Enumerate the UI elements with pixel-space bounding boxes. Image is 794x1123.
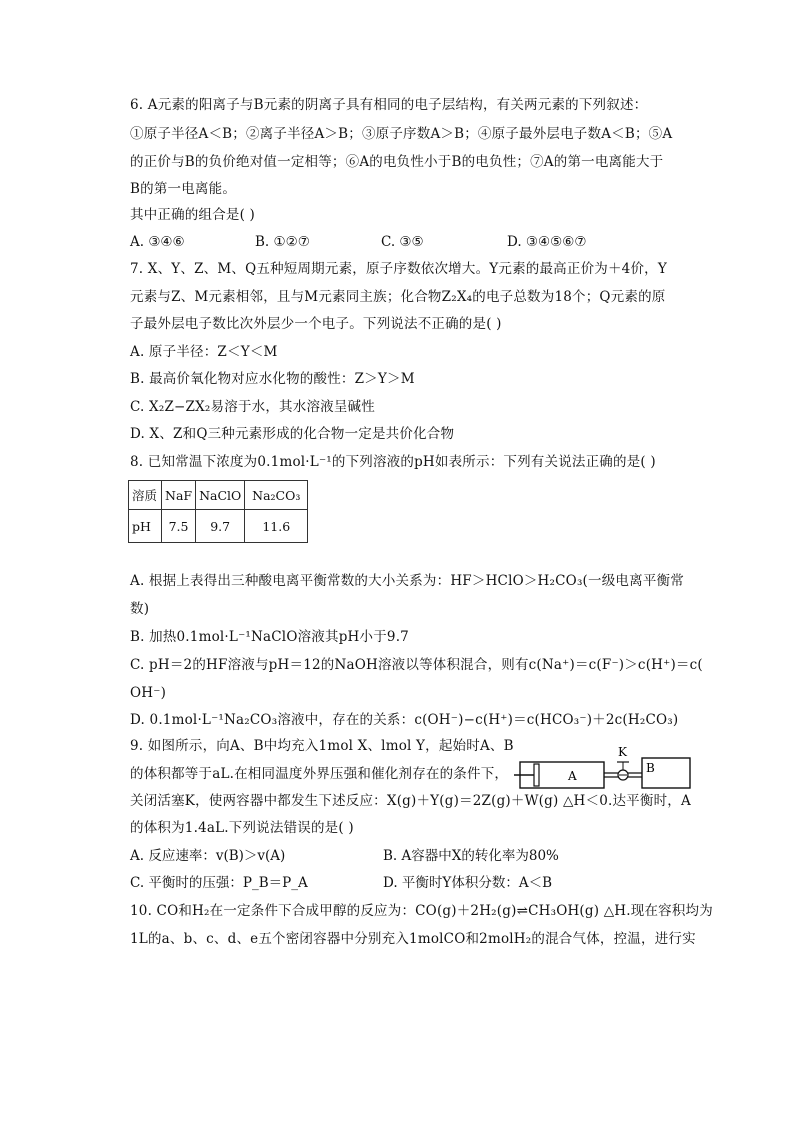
apparatus-figure xyxy=(512,740,697,792)
q8-option-c-cont: OH⁻) xyxy=(130,685,167,701)
q8-stem: 8. 已知常温下浓度为0.1mol·L⁻¹的下列溶液的pH如表所示：下列有关说法正确的是( ) xyxy=(130,454,656,470)
q8-option-d: D. 0.1mol·L⁻¹Na₂CO₃溶液中，存在的关系：c(OH⁻)−c(H⁺)＝c(HCO₃⁻)＋2c(H₂CO₃) xyxy=(130,712,679,728)
table-row xyxy=(129,481,308,510)
q6-line3: 的正价与B的负价绝对值一定相等；⑥A的电负性小于B的电负性；⑦A的第一电离能大于 xyxy=(130,154,664,170)
q7-stem: 7. X、Y、Z、M、Q五种短周期元素，原子序数依次增大。Y元素的最高正价为＋4价，Y xyxy=(130,261,667,277)
q6-option-a: A. ③④⑥ xyxy=(130,234,185,250)
q7-option-a: A. 原子半径：Z＜Y＜M xyxy=(130,344,278,360)
q9-line4: 的体积为1.4aL.下列说法错误的是( ) xyxy=(130,820,354,836)
piston xyxy=(534,764,539,786)
q7-line2: 元素与Z、M元素相邻，且与M元素同主族；化合物Z₂X₄的电子总数为18个；Q元素的原 xyxy=(130,289,666,305)
q7-option-b: B. 最高价氧化物对应水化物的酸性：Z＞Y＞M xyxy=(130,371,415,387)
table-cell: 9.7 xyxy=(196,510,245,543)
table-header-cell: Na₂CO₃ xyxy=(245,481,308,510)
q9-stem: 9. 如图所示，向A、B中均充入1mol X、lmol Y，起始时A、B xyxy=(130,738,514,754)
q8-option-a-cont: 数) xyxy=(130,601,150,617)
q6-stem: 6. A元素的阳离子与B元素的阴离子具有相同的电子层结构，有关两元素的下列叙述： xyxy=(130,97,648,113)
q6-option-d: D. ③④⑤⑥⑦ xyxy=(507,234,587,250)
table-header-cell: NaClO xyxy=(196,481,245,510)
table-header-cell: 溶质 xyxy=(129,481,162,510)
q10-stem: 10. CO和H₂在一定条件下合成甲醇的反应为：CO(g)＋2H₂(g)⇌CH₃OH(g) △H.现在容积均为 xyxy=(130,903,713,919)
label-k: K xyxy=(618,745,627,759)
q8-option-a: A. 根据上表得出三种酸电离平衡常数的大小关系为：HF＞HClO＞H₂CO₃(一级电离平衡常 xyxy=(130,573,684,589)
table-cell: pH xyxy=(129,510,162,543)
ph-table xyxy=(128,480,308,543)
table-cell: 7.5 xyxy=(162,510,196,543)
q8-option-c: C. pH＝2的HF溶液与pH＝12的NaOH溶液以等体积混合，则有c(Na⁺)＝c(F⁻)＞c(H⁺)＝c( xyxy=(130,657,703,673)
q9-line3: 关闭活塞K，使两容器中都发生下述反应：X(g)＋Y(g)＝2Z(g)＋W(g) △H＜0.达平衡时，A xyxy=(130,793,691,809)
q6-line5: 其中正确的组合是( ) xyxy=(130,207,256,223)
q9-option-b: B. A容器中X的转化率为80% xyxy=(383,848,559,864)
label-a: A xyxy=(568,769,577,783)
q6-option-c: C. ③⑤ xyxy=(381,234,424,250)
q9-line2: 的体积都等于aL.在相同温度外界压强和催化剂存在的条件下， xyxy=(130,766,509,782)
q8-option-b: B. 加热0.1mol·L⁻¹NaClO溶液其pH小于9.7 xyxy=(130,629,409,645)
table-cell: 11.6 xyxy=(245,510,308,543)
q7-option-c: C. X₂Z−ZX₂易溶于水，其水溶液呈碱性 xyxy=(130,399,375,415)
q9-option-c: C. 平衡时的压强：P_B＝P_A xyxy=(130,875,308,891)
q6-line2: ①原子半径A＜B；②离子半径A＞B；③原子序数A＞B；④原子最外层电子数A＜B；⑤A xyxy=(130,126,673,142)
q9-option-d: D. 平衡时Y体积分数：A＜B xyxy=(383,875,553,891)
q7-option-d: D. X、Z和Q三种元素形成的化合物一定是共价化合物 xyxy=(130,426,455,442)
q7-line3: 子最外层电子数比次外层少一个电子。下列说法不正确的是( ) xyxy=(130,316,502,332)
q10-line2: 1L的a、b、c、d、e五个密闭容器中分别充入1molCO和2molH₂的混合气体，控温，进行实 xyxy=(130,931,696,947)
table-header-cell: NaF xyxy=(162,481,196,510)
table-row xyxy=(129,510,308,543)
q9-option-a: A. 反应速率：v(B)＞v(A) xyxy=(130,848,286,864)
q6-line4: B的第一电离能。 xyxy=(130,181,237,197)
label-b: B xyxy=(646,761,655,775)
q6-option-b: B. ①②⑦ xyxy=(255,234,310,250)
